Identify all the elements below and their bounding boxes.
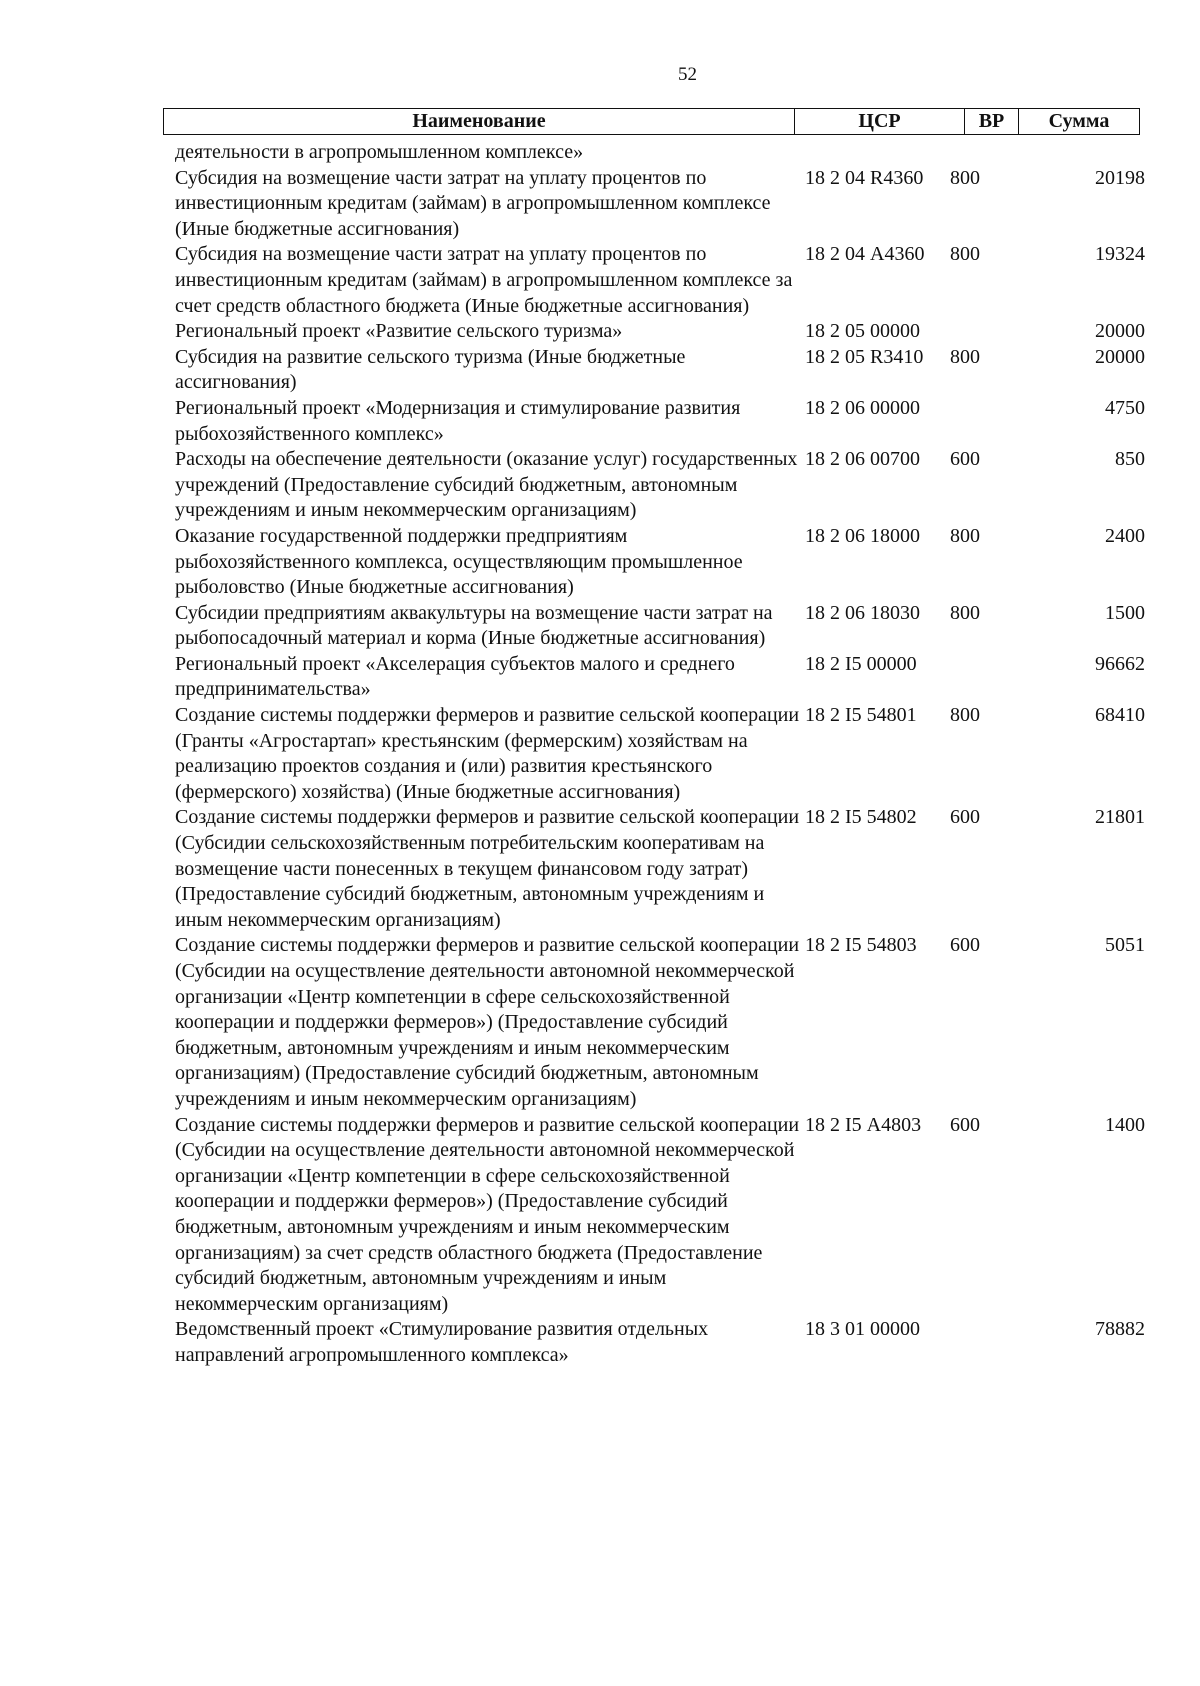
- row-csr: 18 2 I5 54802: [805, 806, 917, 829]
- row-vr: 800: [950, 524, 980, 547]
- row-csr: 18 2 05 R3410: [805, 345, 924, 368]
- row-vr: [925, 396, 1005, 447]
- table-row: [175, 933, 1145, 1112]
- row-sum: 20198: [1095, 166, 1145, 189]
- table-row: [175, 319, 1145, 345]
- table-row: [175, 601, 1145, 652]
- row-name: Региональный проект «Модернизация и стимулирование развития рыбохозяйственного комплекс»: [175, 396, 741, 445]
- row-name: Создание системы поддержки фермеров и развитие сельской кооперации (Субсидии на осуществление деятельности автономной некоммерческой организации «Центр компетенции в сфере сельскохозяйственной кооперации и поддержки фермеров») (Предоставление субсидий бюджетным, автономным учреждениям и иным некоммерческим организациям) за счет средств областного бюджета (Предоставление субсидий бюджетным, автономным учреждениям и иным некоммерческим организациям): [175, 1113, 800, 1315]
- table-body: [175, 140, 1145, 1369]
- table-rows: [175, 166, 1145, 1369]
- table-row: [175, 1113, 1145, 1318]
- row-sum: 1500: [1105, 601, 1145, 624]
- continued-row-text: деятельности в агропромышленном комплексе»: [175, 141, 584, 163]
- table-row: [175, 447, 1145, 524]
- row-csr: 18 2 I5 54801: [805, 704, 917, 727]
- row-name: Региональный проект «Акселерация субъектов малого и среднего предпринимательства»: [175, 652, 735, 701]
- table-row: [175, 805, 1145, 933]
- row-csr: 18 3 01 00000: [805, 1318, 920, 1341]
- row-sum: 68410: [1095, 704, 1145, 727]
- column-header-csr: ЦСР: [794, 109, 964, 134]
- row-vr: 800: [950, 704, 980, 727]
- row-sum: 78882: [1095, 1318, 1145, 1341]
- row-csr: 18 2 06 18000: [805, 524, 920, 547]
- row-name: Расходы на обеспечение деятельности (оказание услуг) государственных учреждений (Предоставление субсидий бюджетным, автономным учреждениям и иным некоммерческим организациям): [175, 448, 798, 522]
- row-name: Создание системы поддержки фермеров и развитие сельской кооперации (Гранты «Агростартап» крестьянским (фермерским) хозяйствам на реализацию проектов создания и (или) развития крестьянского (фермерского) хозяйства) (Иные бюджетные ассигнования): [175, 704, 800, 803]
- row-vr: [925, 319, 1005, 345]
- row-csr: 18 2 05 00000: [805, 320, 920, 343]
- row-vr: 600: [950, 934, 980, 957]
- row-name: Субсидии предприятиям аквакультуры на возмещение части затрат на рыбопосадочный материал и корма (Иные бюджетные ассигнования): [175, 601, 773, 650]
- row-vr: [925, 1317, 1005, 1368]
- row-name: Субсидия на возмещение части затрат на уплату процентов по инвестиционным кредитам (займам) в агропромышленном комплексе (Иные бюджетные ассигнования): [175, 166, 771, 240]
- table-row: [175, 396, 1145, 447]
- row-csr: 18 2 04 А4360: [805, 243, 925, 266]
- row-name: Создание системы поддержки фермеров и развитие сельской кооперации (Субсидии на осуществление деятельности автономной некоммерческой организации «Центр компетенции в сфере сельскохозяйственной кооперации и поддержки фермеров») (Предоставление субсидий бюджетным, автономным учреждениям и иным некоммерческим организациям) (Предоставление субсидий бюджетным, автономным учреждениям и иным некоммерческим организациям): [175, 934, 800, 1110]
- row-vr: 800: [950, 345, 980, 368]
- row-name: Субсидия на возмещение части затрат на уплату процентов по инвестиционным кредитам (займам) в агропромышленном комплексе за счет средств областного бюджета (Иные бюджетные ассигнования): [175, 243, 793, 317]
- column-header-sum: Сумма: [1018, 109, 1139, 134]
- column-header-vr: ВР: [964, 109, 1018, 134]
- table-header: [163, 108, 1140, 135]
- row-sum: 20000: [1095, 320, 1145, 343]
- table-row: [175, 1317, 1145, 1368]
- row-csr: 18 2 I5 00000: [805, 652, 917, 675]
- row-sum: 4750: [1105, 396, 1145, 419]
- table-row: [175, 703, 1145, 805]
- table-row: [175, 524, 1145, 601]
- row-vr: 600: [950, 448, 980, 471]
- row-csr: 18 2 I5 54803: [805, 934, 917, 957]
- row-name: Оказание государственной поддержки предприятиям рыбохозяйственного комплекса, осуществляющим промышленное рыболовство (Иные бюджетные ассигнования): [175, 524, 743, 599]
- row-name: Ведомственный проект «Стимулирование развития отдельных направлений агропромышленного комплекса»: [175, 1318, 709, 1366]
- row-csr: 18 2 06 00000: [805, 396, 920, 419]
- row-sum: 850: [1115, 448, 1145, 471]
- row-name: Субсидия на развитие сельского туризма (Иные бюджетные ассигнования): [175, 345, 686, 394]
- row-csr: 18 2 06 18030: [805, 601, 920, 624]
- row-vr: 800: [950, 166, 980, 189]
- row-csr: 18 2 I5 А4803: [805, 1113, 922, 1136]
- row-name: Создание системы поддержки фермеров и развитие сельской кооперации (Субсидии сельскохозяйственным потребительским кооперативам на возмещение части понесенных в текущем финансовом году затрат) (Предоставление субсидий бюджетным, автономным учреждениям и иным некоммерческим организациям): [175, 806, 800, 931]
- page-number: 52: [678, 64, 697, 85]
- table-row: [175, 242, 1145, 319]
- row-name: Региональный проект «Развитие сельского туризма»: [175, 320, 623, 343]
- column-header-name: Наименование: [412, 110, 546, 132]
- row-sum: 21801: [1095, 806, 1145, 829]
- row-sum: 5051: [1105, 934, 1145, 957]
- row-sum: 1400: [1105, 1113, 1145, 1136]
- row-vr: 800: [950, 601, 980, 624]
- row-vr: 800: [950, 243, 980, 266]
- row-vr: 600: [950, 806, 980, 829]
- row-csr: 18 2 06 00700: [805, 448, 920, 471]
- row-sum: 96662: [1095, 652, 1145, 675]
- table-row: [175, 166, 1145, 243]
- row-vr: [925, 652, 1005, 703]
- table-row: [175, 652, 1145, 703]
- row-vr: 600: [950, 1113, 980, 1136]
- row-sum: 20000: [1095, 345, 1145, 368]
- row-sum: 2400: [1105, 524, 1145, 547]
- row-csr: 18 2 04 R4360: [805, 166, 924, 189]
- row-sum: 19324: [1095, 243, 1145, 266]
- table-row: [175, 345, 1145, 396]
